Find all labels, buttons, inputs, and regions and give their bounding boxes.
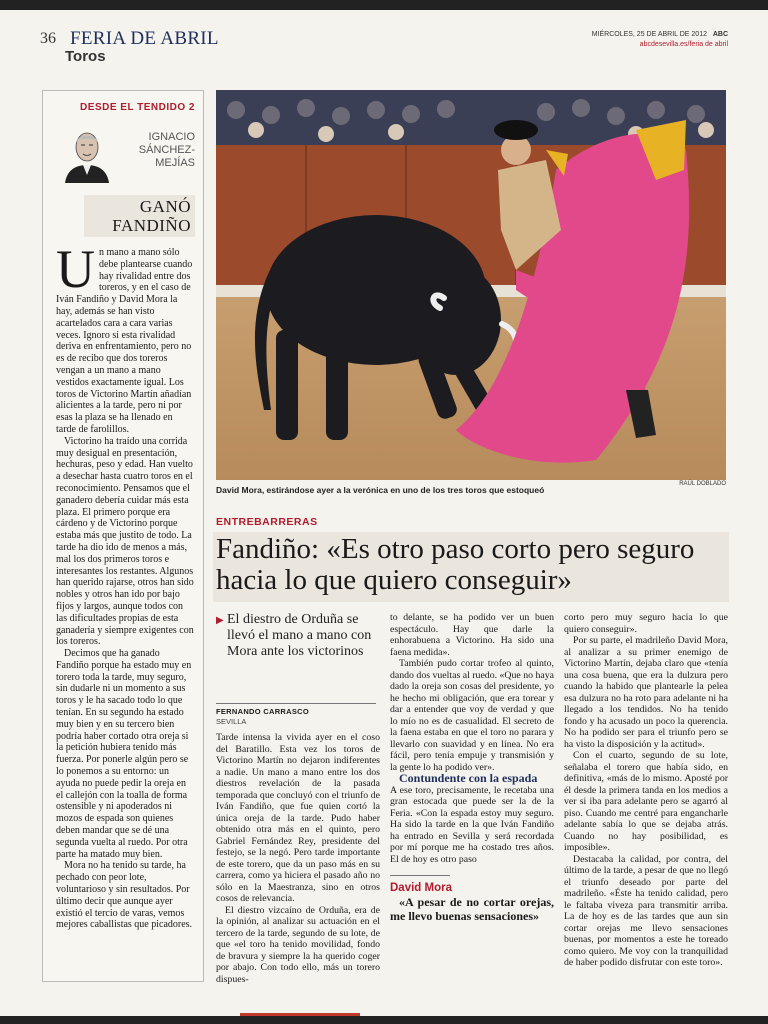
article-byline: FERNANDO CARRASCO SEVILLA — [216, 703, 376, 727]
column-title: GANÓ FANDIÑO — [84, 195, 195, 237]
article-summary: ▶ El diestro de Orduña se llevó el mano a mano con Mora ante los victorinos — [216, 612, 372, 659]
page-header — [40, 28, 728, 68]
article-paragraph: corto pero muy seguro hacia lo que quiero conseguir». — [564, 612, 728, 635]
article-paragraph: A ese toro, precisamente, le recetaba una gran estocada que puede ser la de la Feria. «Con la espada estoy muy seguro. Ha sido la tarde en la que Iván Fandiño ha entrado en Sevilla y será recordada por mí porque me ha costado tres años. El de hoy es otro paso — [390, 784, 554, 865]
article-paragraph: El diestro vizcaíno de Orduña, era de la opinión, al analizar su actuación en el tercero de la tarde, segundo de su lote, de que «el toro ha tenido movilidad, fondo de bravura y siempre la ha querido coger por abajo. Con todo ello, más un torero dispues- — [216, 904, 380, 985]
article-paragraph: to delante, se ha podido ver un buen espectáculo. Hay que darle la enhorabuena a Victorino. Ha sido una faena medida». — [390, 612, 554, 658]
author-portrait — [61, 125, 113, 183]
photo-caption: David Mora, estirándose ayer a la verónica en uno de los tres toros que estoqueó — [216, 485, 545, 495]
column-paragraph: Un mano a mano sólo debe plantearse cuando hay rivalidad entre dos toreros, y en el caso de Iván Fandiño y David Mora la hay, además se han visto acartelados cara a cara varias veces. Ignoro si esta rivalidad deriva en enfrentamiento, pero no es de recibo que dos toreros vengan a un mano a mano vestidos exactamente igual. Los toros de Victorino Martín añadían alicientes a la tarde, pero ni por esas la plaza se ha llenado en tarde de farolillos. — [56, 239, 193, 435]
arrow-right-icon: ▶ — [216, 615, 224, 626]
column-paragraph: Mora no ha tenido su tarde, ha pechado con peor lote, voluntarioso y sin resultados. Por último decir que aunque ayer existió el tercio de varas, vemos mejores caballistas que picadores. — [56, 860, 193, 931]
article-column-2 — [390, 612, 554, 923]
article-paragraph: Por su parte, el madrileño David Mora, al analizar a su primer enemigo de Victorino Martín, dejaba claro que «tenía una cosa buena, que era la dulzura pero cuando la habido que plantearle la pelea esa dulzura no ha roto para adelante ni ha llegado a los tendidos. No ha tenido fondo y ha acusado un poco la querencia. No ha podido ser para el triunfo pero se ha visto la disposición y la actitud». — [564, 635, 728, 750]
page-url[interactable]: abcdesevilla.es/feria de abril — [639, 41, 728, 48]
article-subhead: Contundente con la espada — [399, 771, 538, 785]
bottom-border — [0, 1016, 768, 1024]
author-box — [56, 125, 195, 183]
page-date: MIÉRCOLES, 25 DE ABRIL DE 2012 — [591, 31, 707, 38]
drop-cap: U — [56, 239, 95, 299]
opinion-column — [42, 90, 204, 982]
article-headline: Fandiño: «Es otro paso corto pero seguro hacia lo que quiero conseguir» — [213, 532, 729, 602]
photo-credit: RAÚL DOBLADO — [679, 481, 726, 487]
column-body — [56, 239, 195, 931]
publication-name: ABC — [712, 31, 728, 38]
article-paragraph: Destacaba la calidad, por contra, del último de la tarde, a pesar de que no llegó el triunfo deseado por parte del madrileño. «Éste ha tenido calidad, pero le faltaba viveza para transmitir arriba. La de hoy es de las tardes que aun sin cortar orejas me llevo sensaciones buenas, por momentos a este he toreado como quiero. Me voy con la tranquilidad de haber podido disfrutar con este toro». — [564, 853, 728, 968]
subsection-title: Toros — [65, 48, 106, 65]
pull-quote: «A pesar de no cortar orejas, me llevo buenas sensaciones» — [390, 894, 554, 923]
header-meta — [592, 30, 728, 50]
article-column-1 — [216, 732, 380, 985]
column-paragraph: Victorino ha traído una corrida muy desigual en presentación, hechuras, peso y edad. Han vuelto a desechar hasta cuatro toros en el reconocimiento. Pensamos que el ganadero debería cuidar más esta plaza. El primero porque era cárdeno y de Victorino porque estaba más que justito de todo. La tarde ha dio ido de menos a más, mal los dos primeros toros e interesantes los restantes. Algunos han querido rajarse, otros han sido nobles y otros han ido por bajo fijos y largos, aunque todos con las dificultades propias de esta ganadería y siempre exigentes con los toreros. — [56, 435, 194, 648]
bullfight-photo — [216, 90, 726, 480]
quote-attribution: David Mora — [390, 882, 452, 894]
top-border — [0, 0, 768, 10]
article-paragraph: También pudo cortar trofeo al quinto, dando dos vueltas al ruedo. «Que no haya dado la oreja son cosas del presidente, yo he hecho mi obligación, que era torear y dar a entender que voy de verdad y que lo mío no es de casualidad. El secreto de la faena estaba en que el toro no parara y llevarlo con suavidad y en línea. No era fácil, pero tenía empuje y transmisión y la gente lo ha podido ver». — [390, 658, 554, 773]
article-paragraph: Con el cuarto, segundo de su lote, señalaba el torero que había sido, en definitiva, «más de lo mismo. Aposté por él desde la primera tanda en los medios a ver si iba para adelante pero se agarró al piso. Cuando me centré para engancharle adelante sabía lo que se dejaba atrás. Cuando no hay posibilidad, es imposible». — [564, 750, 728, 853]
article-column-3 — [564, 612, 728, 969]
author-name: IGNACIO SÁNCHEZ- MEJÍAS — [138, 131, 195, 169]
page-number: 36 — [40, 30, 56, 47]
quote-divider — [390, 875, 450, 876]
column-kicker: DESDE EL TENDIDO 2 — [80, 102, 195, 113]
article-section-label: ENTREBARRERAS — [216, 516, 318, 528]
photo-illustration — [216, 90, 726, 480]
article-paragraph: Tarde intensa la vivida ayer en el coso del Baratillo. Esta vez los toros de Victorino Martín no dejaron indiferentes a nadie. Un mano a mano entre los dos diestros revelación de la pasada temporada que concluyó con el triunfo de Iván Fandiño, que fue quien cortó la única oreja de la tarde. Pudo haber obtenido otra más en el quinto, pero Gabriel Fernández Rey, presidente del festejo, se la negó. Pero tarde importante de este torero, que da un paso más en su carrera, como ya hiciera el pasado año no sólo en la Maestranza, sino en otros cosos de relevancia. — [216, 732, 380, 904]
section-title: FERIA DE ABRIL — [70, 28, 219, 49]
column-paragraph: Decimos que ha ganado Fandiño porque ha estado muy en torero toda la tarde, muy seguro, sin dudarle ni un momento a sus toros y le ha sacado todo lo que tenían. En su segundo ha estado muy bien y en su tercero bien podría haber cortado otra oreja si la petición hubiera tenido más fuerza. Por ponerle algún pero se lo ponemos a su entorno: un ayuda no puede pedir la oreja en el callejón con la toalla de forma ostensible y ni apoderados ni mozos de espada son quienes deben mandar que se dé una segunda vuelta al ruedo. Por otra parte ha matado muy bien. — [56, 648, 192, 860]
